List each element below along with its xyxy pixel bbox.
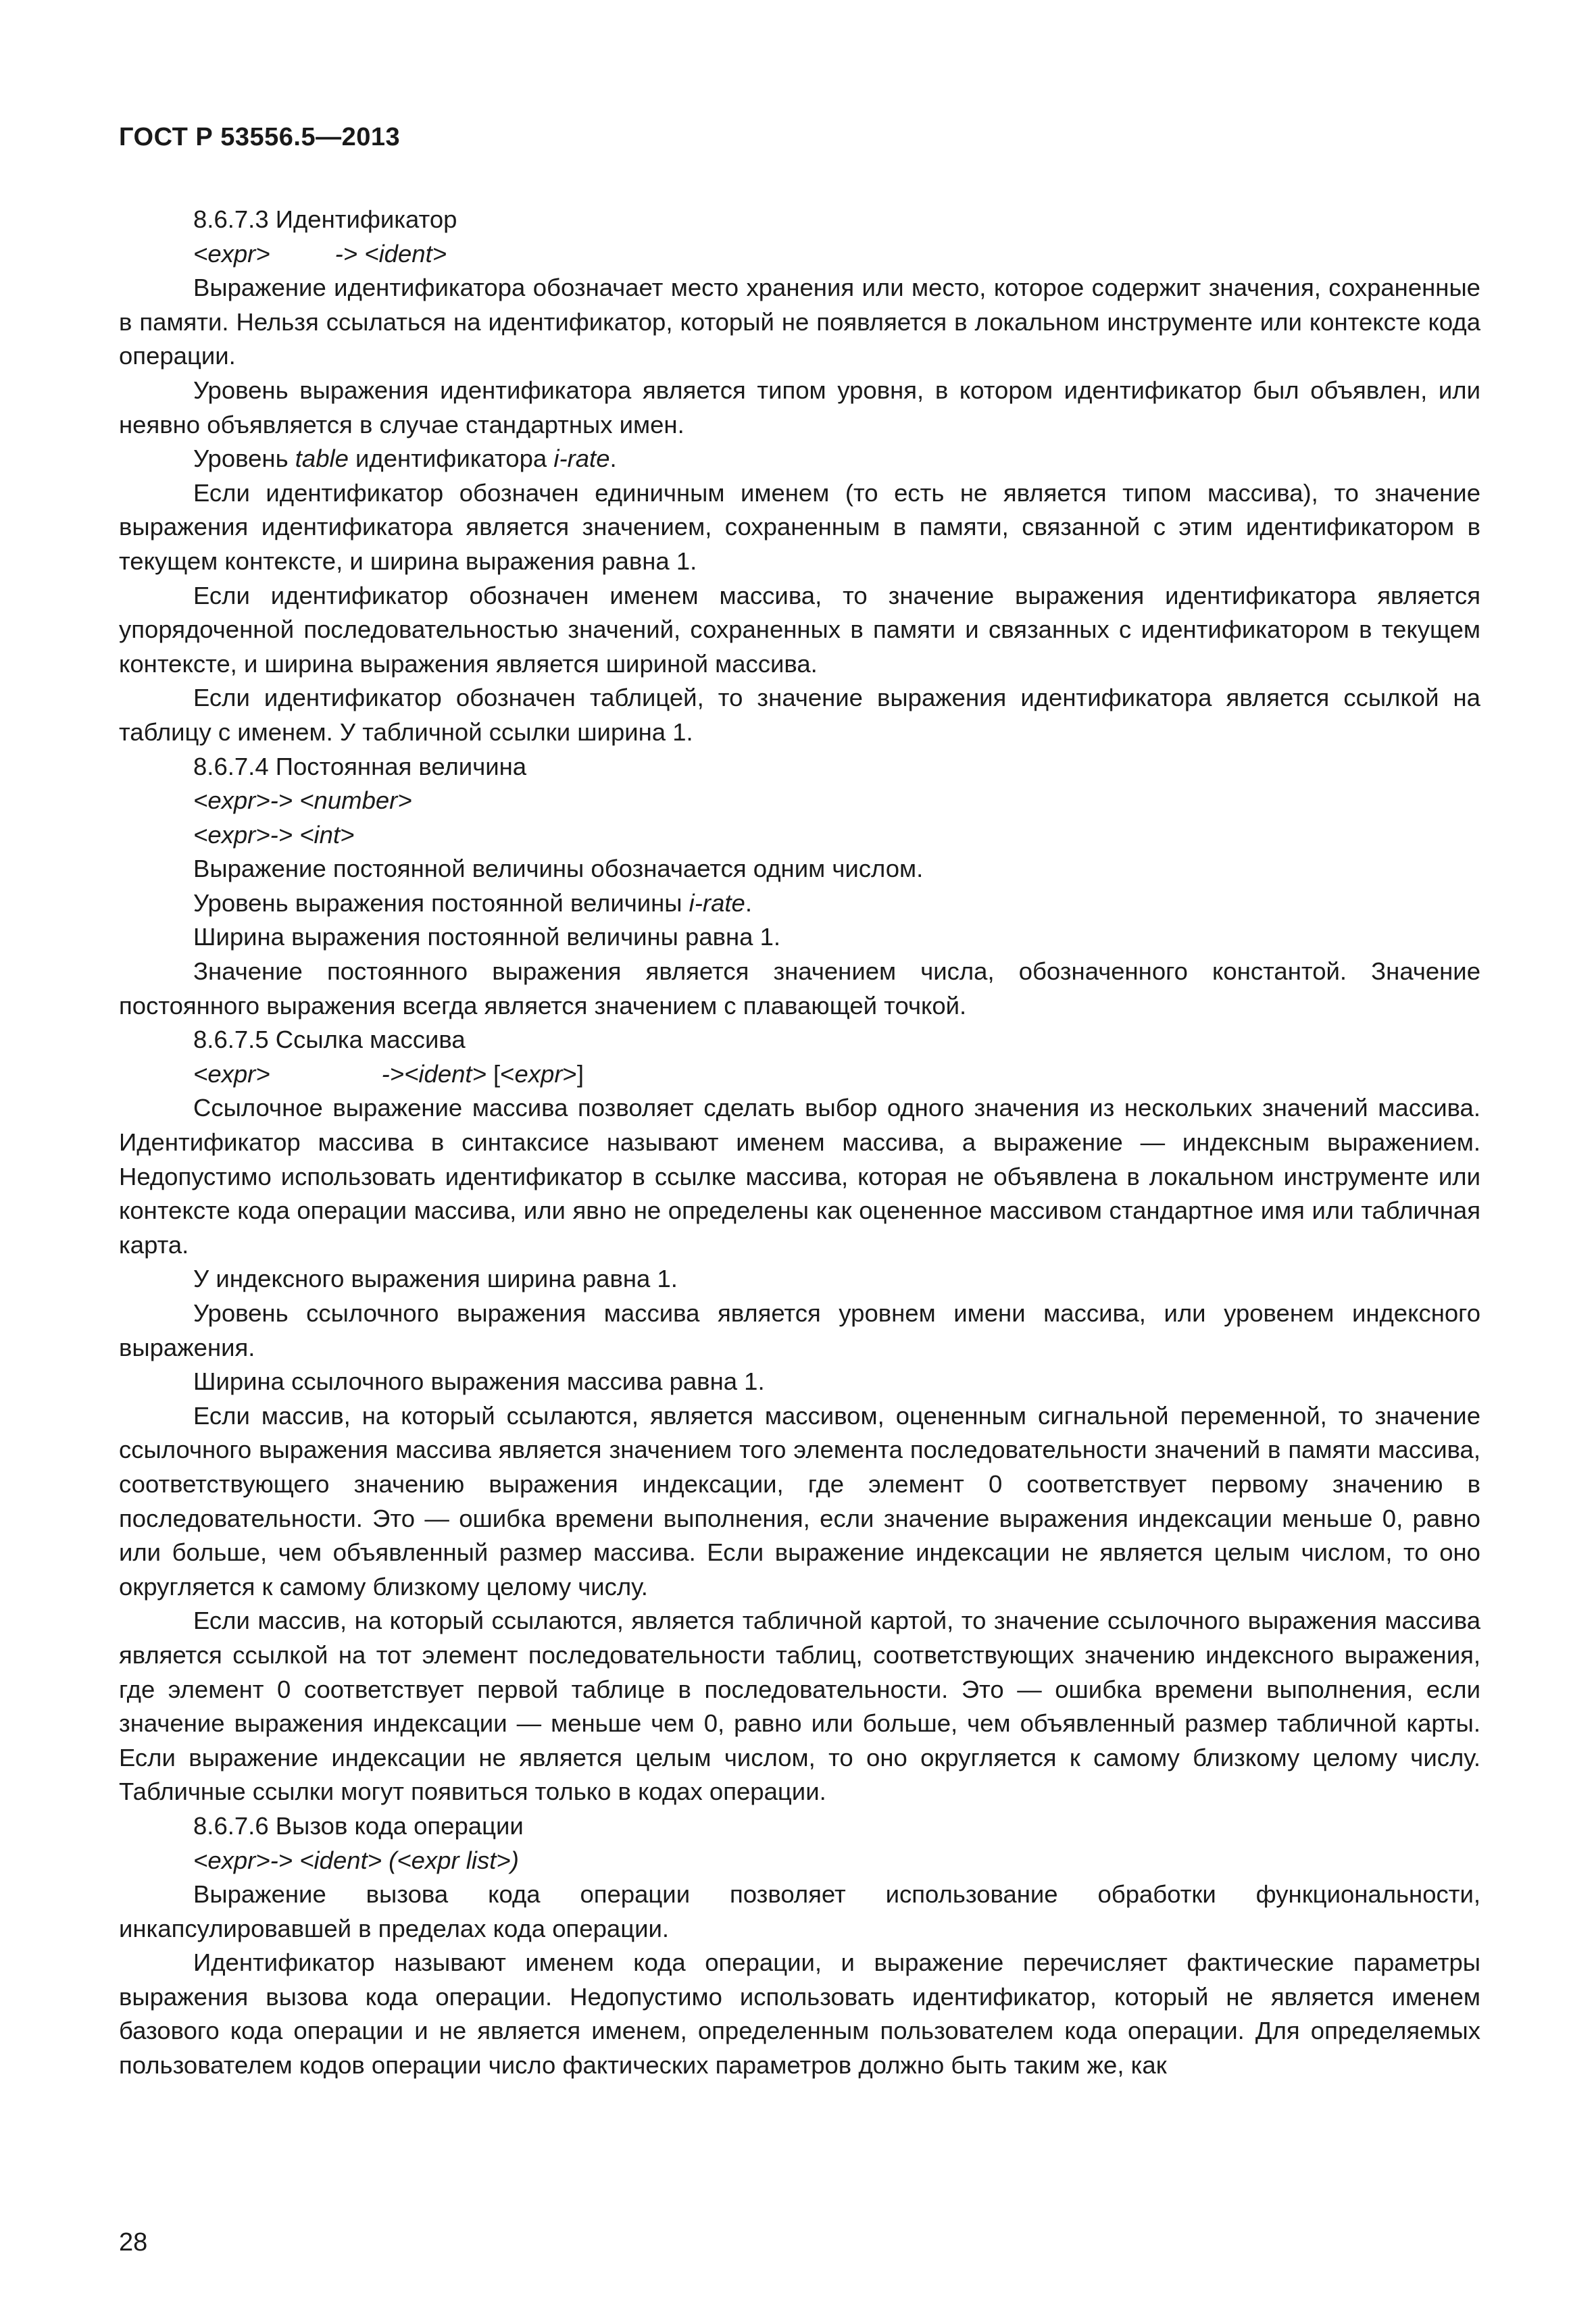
syntax-rule: <expr>-> <ident> (<expr list>): [193, 1846, 519, 1874]
syntax-rule: <expr>-> <int>: [193, 820, 355, 849]
paragraph: Если массив, на который ссылаются, является массивом, оцененным сигнальной переменной, то значение ссылочного выражения массива является значением того элемента последовательности значений в памяти массива, соответствующего значению выражения индексации, где элемент 0 соответствует первому значению в последовательности. Это — ошибка времени выполнения, если значение выражения индексации меньше 0, равно или больше, чем объявленный размер массива. Если выражение индексации не является целым числом, то оно округляется к самому близкому целому числу.: [119, 1401, 1480, 1601]
paragraph: Выражение постоянной величины обозначается одним числом.: [193, 855, 924, 883]
paragraph: Уровень выражения постоянной величины i-rate.: [193, 888, 752, 917]
paragraph: Ссылочное выражение массива позволяет сделать выбор одного значения из нескольких значений массива. Идентификатор массива в синтаксисе называют именем массива, а выражение — индексным выражением. Недопустимо использовать идентификатор в ссылке массива, которая не объявлена в локальном инструменте или контексте кода операции массива, или явно не определены как оцененное массивом стандартное имя или табличная карта.: [119, 1094, 1480, 1259]
paragraph: Уровень table идентификатора i-rate.: [193, 445, 617, 473]
paragraph: Значение постоянного выражения является значением числа, обозначенного константой. Значение постоянного выражения всегда является значением с плавающей точкой.: [119, 957, 1480, 1020]
section-heading: 8.6.7.5 Ссылка массива: [193, 1026, 466, 1054]
paragraph: Уровень выражения идентификатора является типом уровня, в котором идентификатор был объявлен, или неявно объявляется в случае стандартных имен.: [119, 376, 1480, 438]
syntax-rule: <expr>-> <number>: [193, 786, 412, 815]
paragraph: Ширина выражения постоянной величины равна 1.: [193, 923, 781, 951]
paragraph: Выражение идентификатора обозначает место хранения или место, которое содержит значения, сохраненные в памяти. Нельзя ссылаться на идентификатор, который не появляется в локальном инструменте или контексте кода операции.: [119, 274, 1480, 370]
document-body: [119, 203, 1480, 2083]
syntax-rule: <expr> -><ident> [<expr>]: [193, 1059, 584, 1088]
paragraph: Если идентификатор обозначен именем массива, то значение выражения идентификатора является упорядоченной последовательностью значений, сохраненных в памяти и связанных с идентификатором в текущем контексте, и ширина выражения является шириной массива.: [119, 581, 1480, 678]
paragraph: Ширина ссылочного выражения массива равна 1.: [193, 1367, 765, 1396]
document-header: ГОСТ Р 53556.5—2013: [119, 123, 401, 151]
section-heading: 8.6.7.4 Постоянная величина: [193, 752, 527, 780]
paragraph: Уровень ссылочного выражения массива является уровнем имени массива, или уровенем индексного выражения.: [119, 1299, 1480, 1361]
syntax-lhs: <expr>: [193, 239, 270, 268]
paragraph: У индексного выражения ширина равна 1.: [193, 1265, 678, 1293]
section-heading: 8.6.7.6 Вызов кода операции: [193, 1811, 524, 1840]
paragraph: Идентификатор называют именем кода операции, и выражение перечисляет фактические параметры выражения вызова кода операции. Недопустимо использовать идентификатор, который не является именем базового кода операции и не является именем, определенным пользователем кода операции. Для определяемых пользователем кодов операции число фактических параметров должно быть таким же, как: [119, 1948, 1480, 2080]
paragraph: Если идентификатор обозначен единичным именем (то есть не является типом массива), то значение выражения идентификатора является значением, сохраненным в памяти, связанной с этим идентификатором в текущем контексте, и ширина выражения равна 1.: [119, 478, 1480, 575]
paragraph: Выражение вызова кода операции позволяет использование обработки функциональности, инкапсулировавшей в пределах кода операции.: [119, 1880, 1480, 1942]
page-number: 28: [119, 2228, 148, 2257]
syntax-rhs: -> <ident>: [334, 239, 447, 268]
syntax-rule: [119, 237, 1480, 272]
section-heading: 8.6.7.3 Идентификатор: [193, 205, 457, 233]
paragraph: Если идентификатор обозначен таблицей, то значение выражения идентификатора является ссылкой на таблицу с именем. У табличной ссылки ширина 1.: [119, 684, 1480, 746]
paragraph: Если массив, на который ссылаются, является табличной картой, то значение ссылочного выражения массива является ссылкой на тот элемент последовательности таблиц, соответствующих значению индексного выражения, где элемент 0 соответствует первой таблице в последовательности. Это — ошибка времени выполнения, если значение выражения индексации — меньше чем 0, равно или больше, чем объявленный размер табличной карты. Если выражение индексации не является целым числом, то оно округляется к самому близкому целому числу. Табличные ссылки могут появиться только в кодах операции.: [119, 1607, 1480, 1806]
